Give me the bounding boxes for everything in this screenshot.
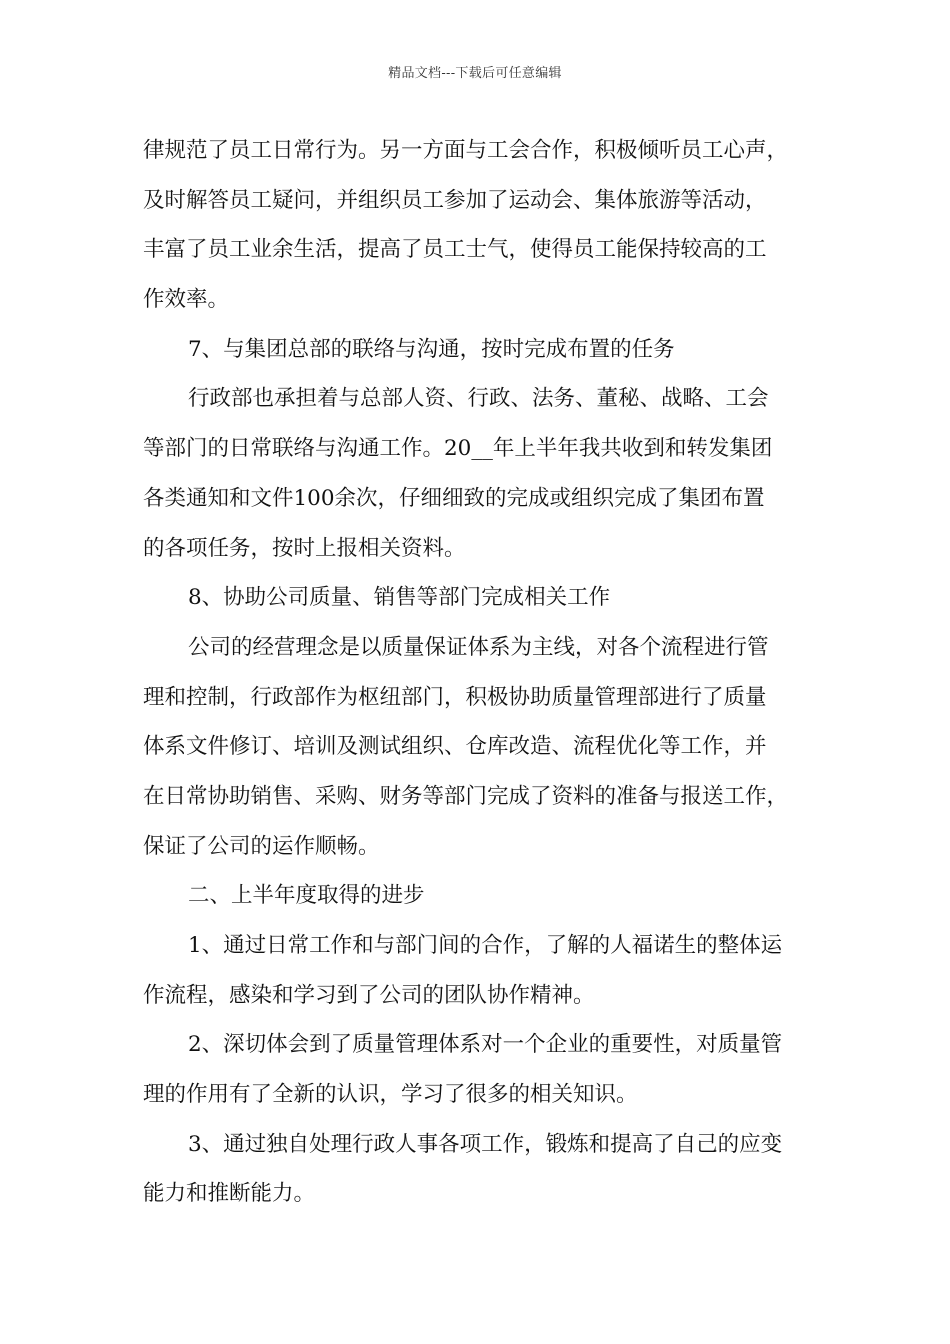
paragraph-line: 保证了公司的运作顺畅。 xyxy=(143,833,380,859)
section-heading: 8、协助公司质量、销售等部门完成相关工作 xyxy=(188,585,611,611)
paragraph-line: 在日常协助销售、采购、财务等部门完成了资料的准备与报送工作， xyxy=(143,783,789,809)
section-heading: 7、与集团总部的联络与沟通，按时完成布置的任务 xyxy=(188,336,675,362)
paragraph-line: 各类通知和文件100余次，仔细细致的完成或组织完成了集团布置 xyxy=(143,485,765,511)
document-body xyxy=(143,126,833,1219)
paragraph-line: 的各项任务，按时上报相关资料。 xyxy=(143,535,466,561)
page-header: 精品文档---下载后可任意编辑 xyxy=(388,66,562,81)
list-item: 3、通过独自处理行政人事各项工作，锻炼和提高了自己的应变 xyxy=(188,1131,783,1157)
paragraph-line: 行政部也承担着与总部人资、行政、法务、董秘、战略、工会 xyxy=(188,386,769,412)
list-item: 1、通过日常工作和与部门间的合作，了解的人福诺生的整体运 xyxy=(188,933,783,958)
paragraph-line: 公司的经营理念是以质量保证体系为主线，对各个流程进行管 xyxy=(188,634,769,660)
list-item: 2、深切体会到了质量管理体系对一个企业的重要性，对质量管 xyxy=(188,1032,783,1058)
list-item-continuation: 能力和推断能力。 xyxy=(143,1181,316,1207)
paragraph-line: 丰富了员工业余生活，提高了员工士气，使得员工能保持较高的工 xyxy=(143,237,767,263)
paragraph-line: 理和控制，行政部作为枢纽部门，积极协助质量管理部进行了质量 xyxy=(143,684,767,710)
paragraph-line: 作效率。 xyxy=(143,287,230,313)
section-heading: 二、上半年度取得的进步 xyxy=(188,883,425,909)
paragraph-line: 体系文件修订、培训及测试组织、仓库改造、流程优化等工作，并 xyxy=(143,734,767,760)
paragraph-line: 及时解答员工疑问，并组织员工参加了运动会、集体旅游等活动， xyxy=(143,187,767,213)
paragraph-line: 律规范了员工日常行为。另一方面与工会合作，积极倾听员工心声， xyxy=(143,138,789,163)
list-item-continuation: 作流程，感染和学习到了公司的团队协作精神。 xyxy=(143,982,595,1008)
paragraph-line: 等部门的日常联络与沟通工作。20__年上半年我共收到和转发集团 xyxy=(143,436,773,462)
list-item-continuation: 理的作用有了全新的认识，学习了很多的相关知识。 xyxy=(143,1082,638,1108)
